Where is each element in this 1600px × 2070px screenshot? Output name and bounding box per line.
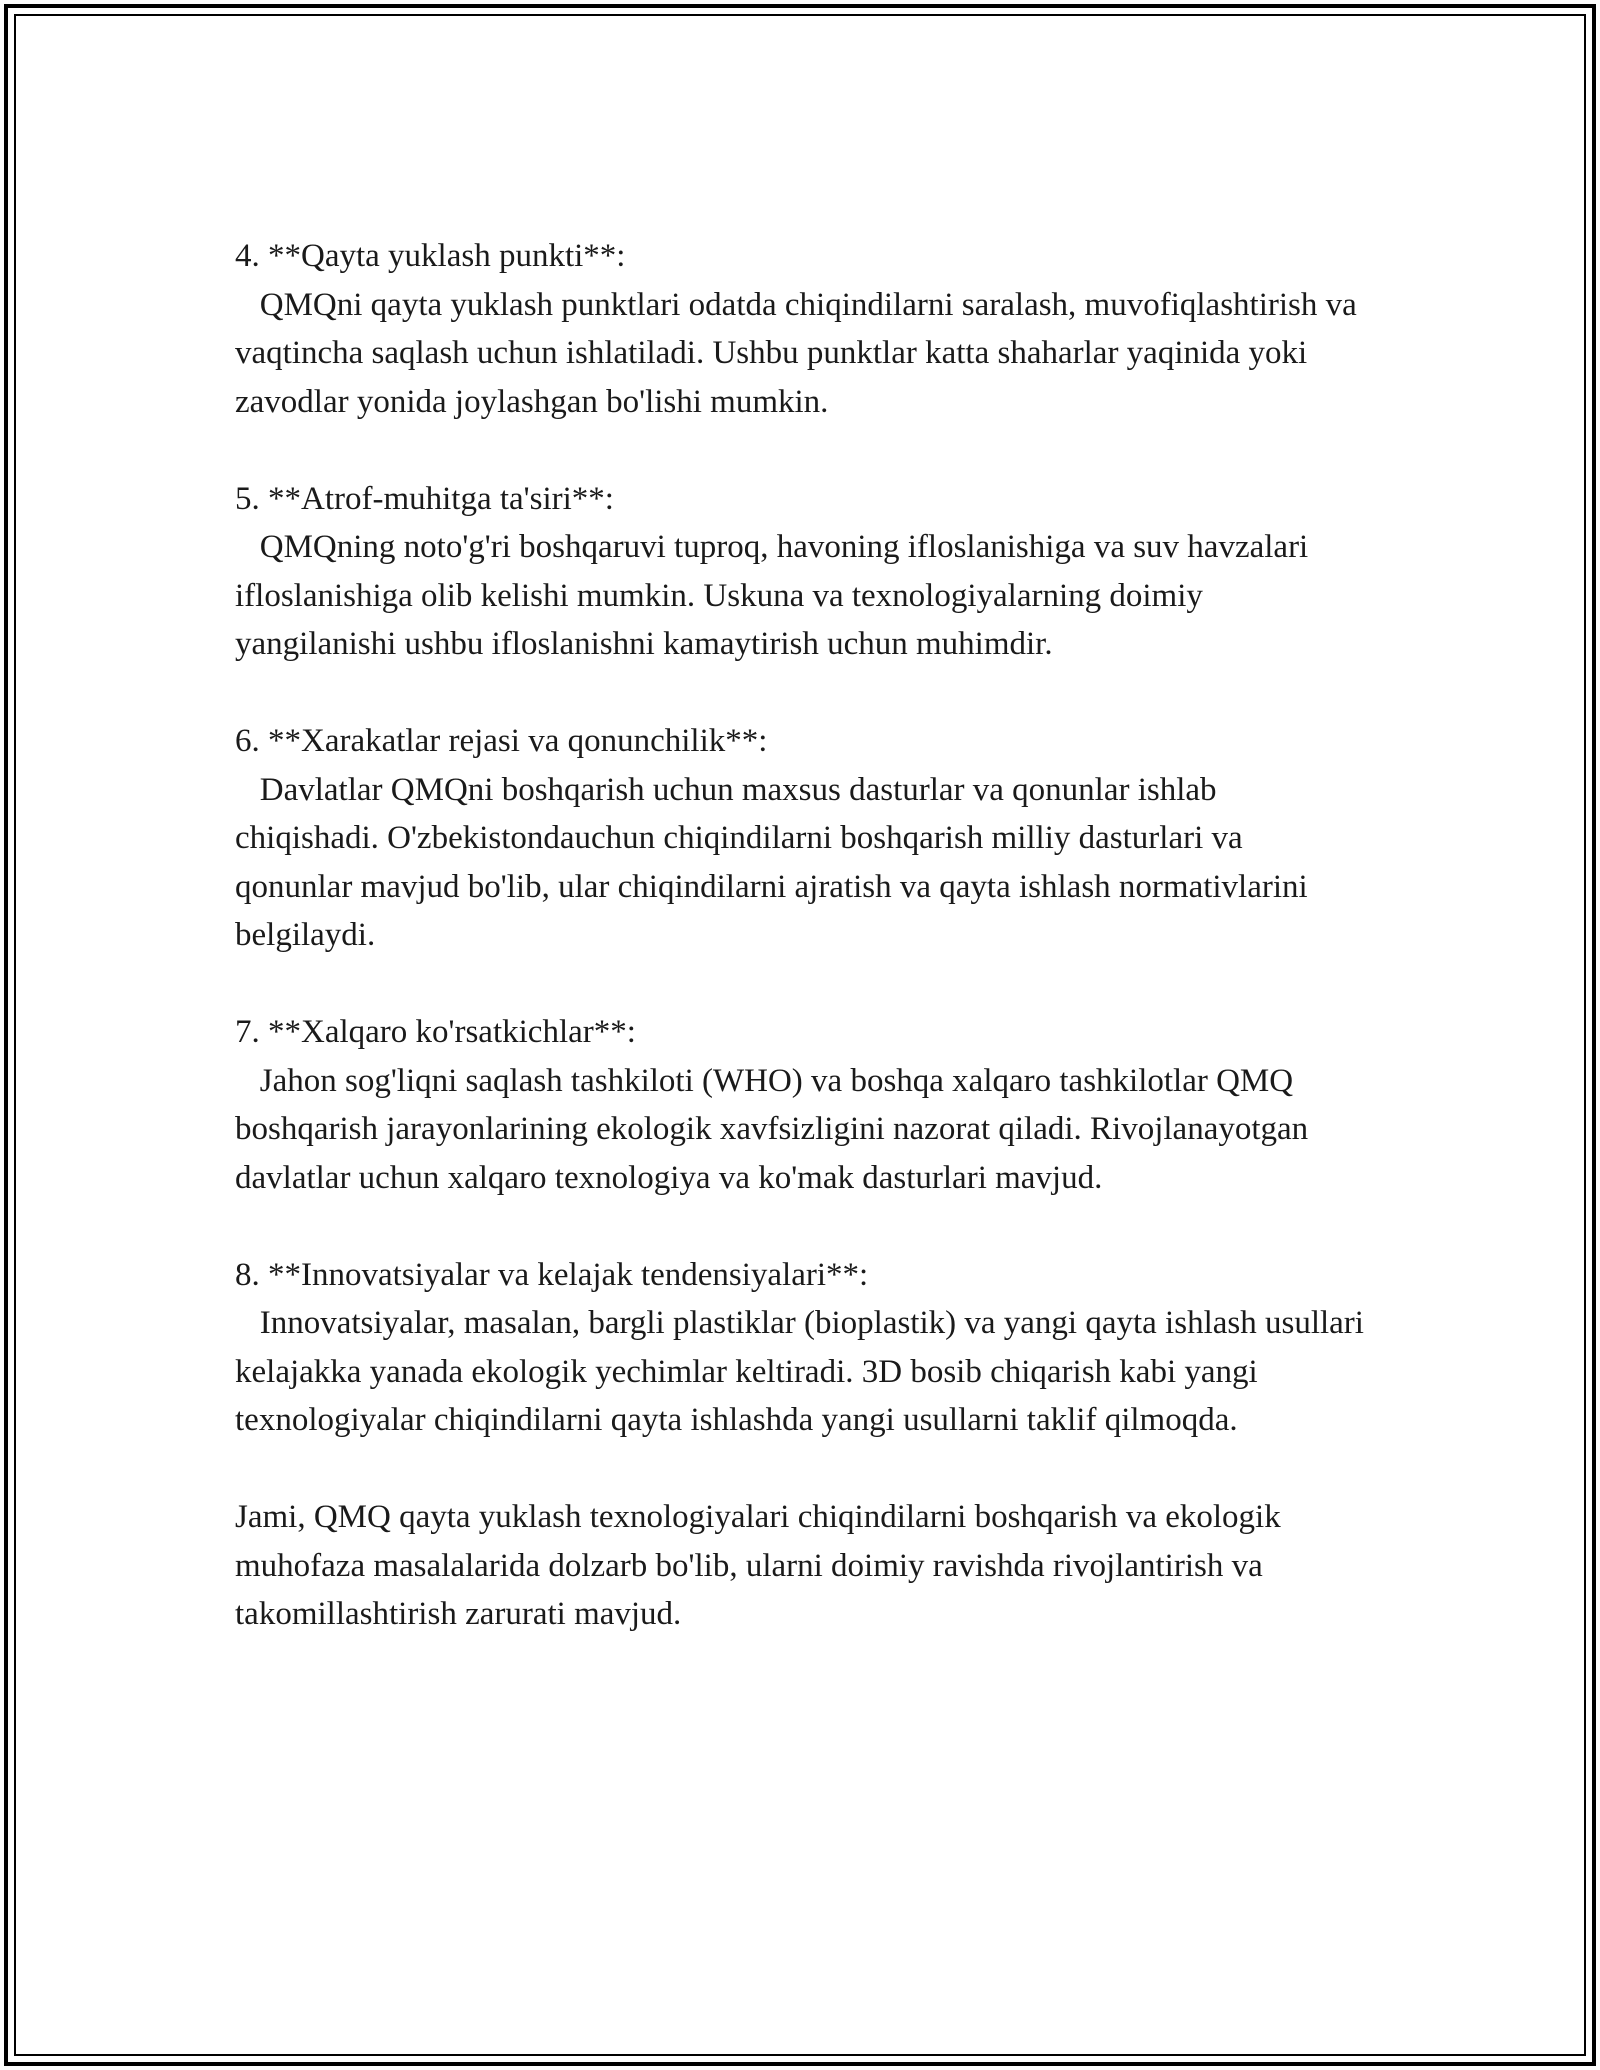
document-body (235, 232, 1373, 1687)
section-8 (235, 1251, 1373, 1445)
section-7 (235, 1008, 1365, 1202)
section-6 (235, 717, 1365, 960)
section-heading: 7. **Xalqaro ko'rsatkichlar**: (235, 1014, 636, 1050)
section-heading: 6. **Xarakatlar rejasi va qonunchilik**: (235, 723, 768, 759)
conclusion-section (235, 1493, 1365, 1639)
conclusion-paragraph: Jami, QMQ qayta yuklash texnologiyalari chiqindilarni boshqarish va ekologik muhofaza masalalarida dolzarb bo'lib, ularni doimiy ravishda rivojlantirish va takomillashtirish zarurati mavjud. (235, 1499, 1289, 1632)
section-heading: 5. **Atrof-muhitga ta'siri**: (235, 480, 614, 517)
section-paragraph: QMQning noto'g'ri boshqaruvi tuproq, havoning ifloslanishiga va suv havzalari ifloslanishiga olib kelishi mumkin. Uskuna va texnologiyalarning doimiy yangilanishi ushbu ifloslanishni kamaytirish uchun muhimdir. (235, 529, 1317, 662)
section-paragraph: QMQni qayta yuklash punktlari odatda chiqindilarni saralash, muvofiqlashtirish va vaqtincha saqlash uchun ishlatiladi. Ushbu punktlar katta shaharlar yaqinida yoki zavodlar yonida joylashgan bo'lishi mumkin. (235, 286, 1366, 420)
section-paragraph: Jahon sog'liqni saqlash tashkiloti (WHO) va boshqa xalqaro tashkilotlar QMQ boshqarish jarayonlarining ekologik xavfsizligini nazorat qiladi. Rivojlanayotgan davlatlar uchun xalqaro texnologiya va ko'mak dasturlari mavjud. (235, 1062, 1317, 1196)
section-5 (235, 475, 1365, 669)
section-heading: 4. **Qayta yuklash punkti**: (235, 238, 626, 274)
section-paragraph: Davlatlar QMQni boshqarish uchun maxsus dasturlar va qonunlar ishlab chiqishadi. O'zbekistondauchun chiqindilarni boshqarish milliy dasturlari va qonunlar mavjud bo'lib, ular chiqindilarni ajratish va qayta ishlash normativlarini belgilaydi. (235, 771, 1316, 953)
section-paragraph: Innovatsiyalar, masalan, bargli plastiklar (bioplastik) va yangi qayta ishlash usullari kelajakka yanada ekologik yechimlar keltiradi. 3D bosib chiqarish kabi yangi texnologiyalar chiqindilarni qayta ishlashda yangi usullarni taklif qilmoqda. (235, 1305, 1373, 1438)
section-4 (235, 232, 1365, 426)
section-heading: 8. **Innovatsiyalar va kelajak tendensiyalari**: (235, 1256, 869, 1293)
